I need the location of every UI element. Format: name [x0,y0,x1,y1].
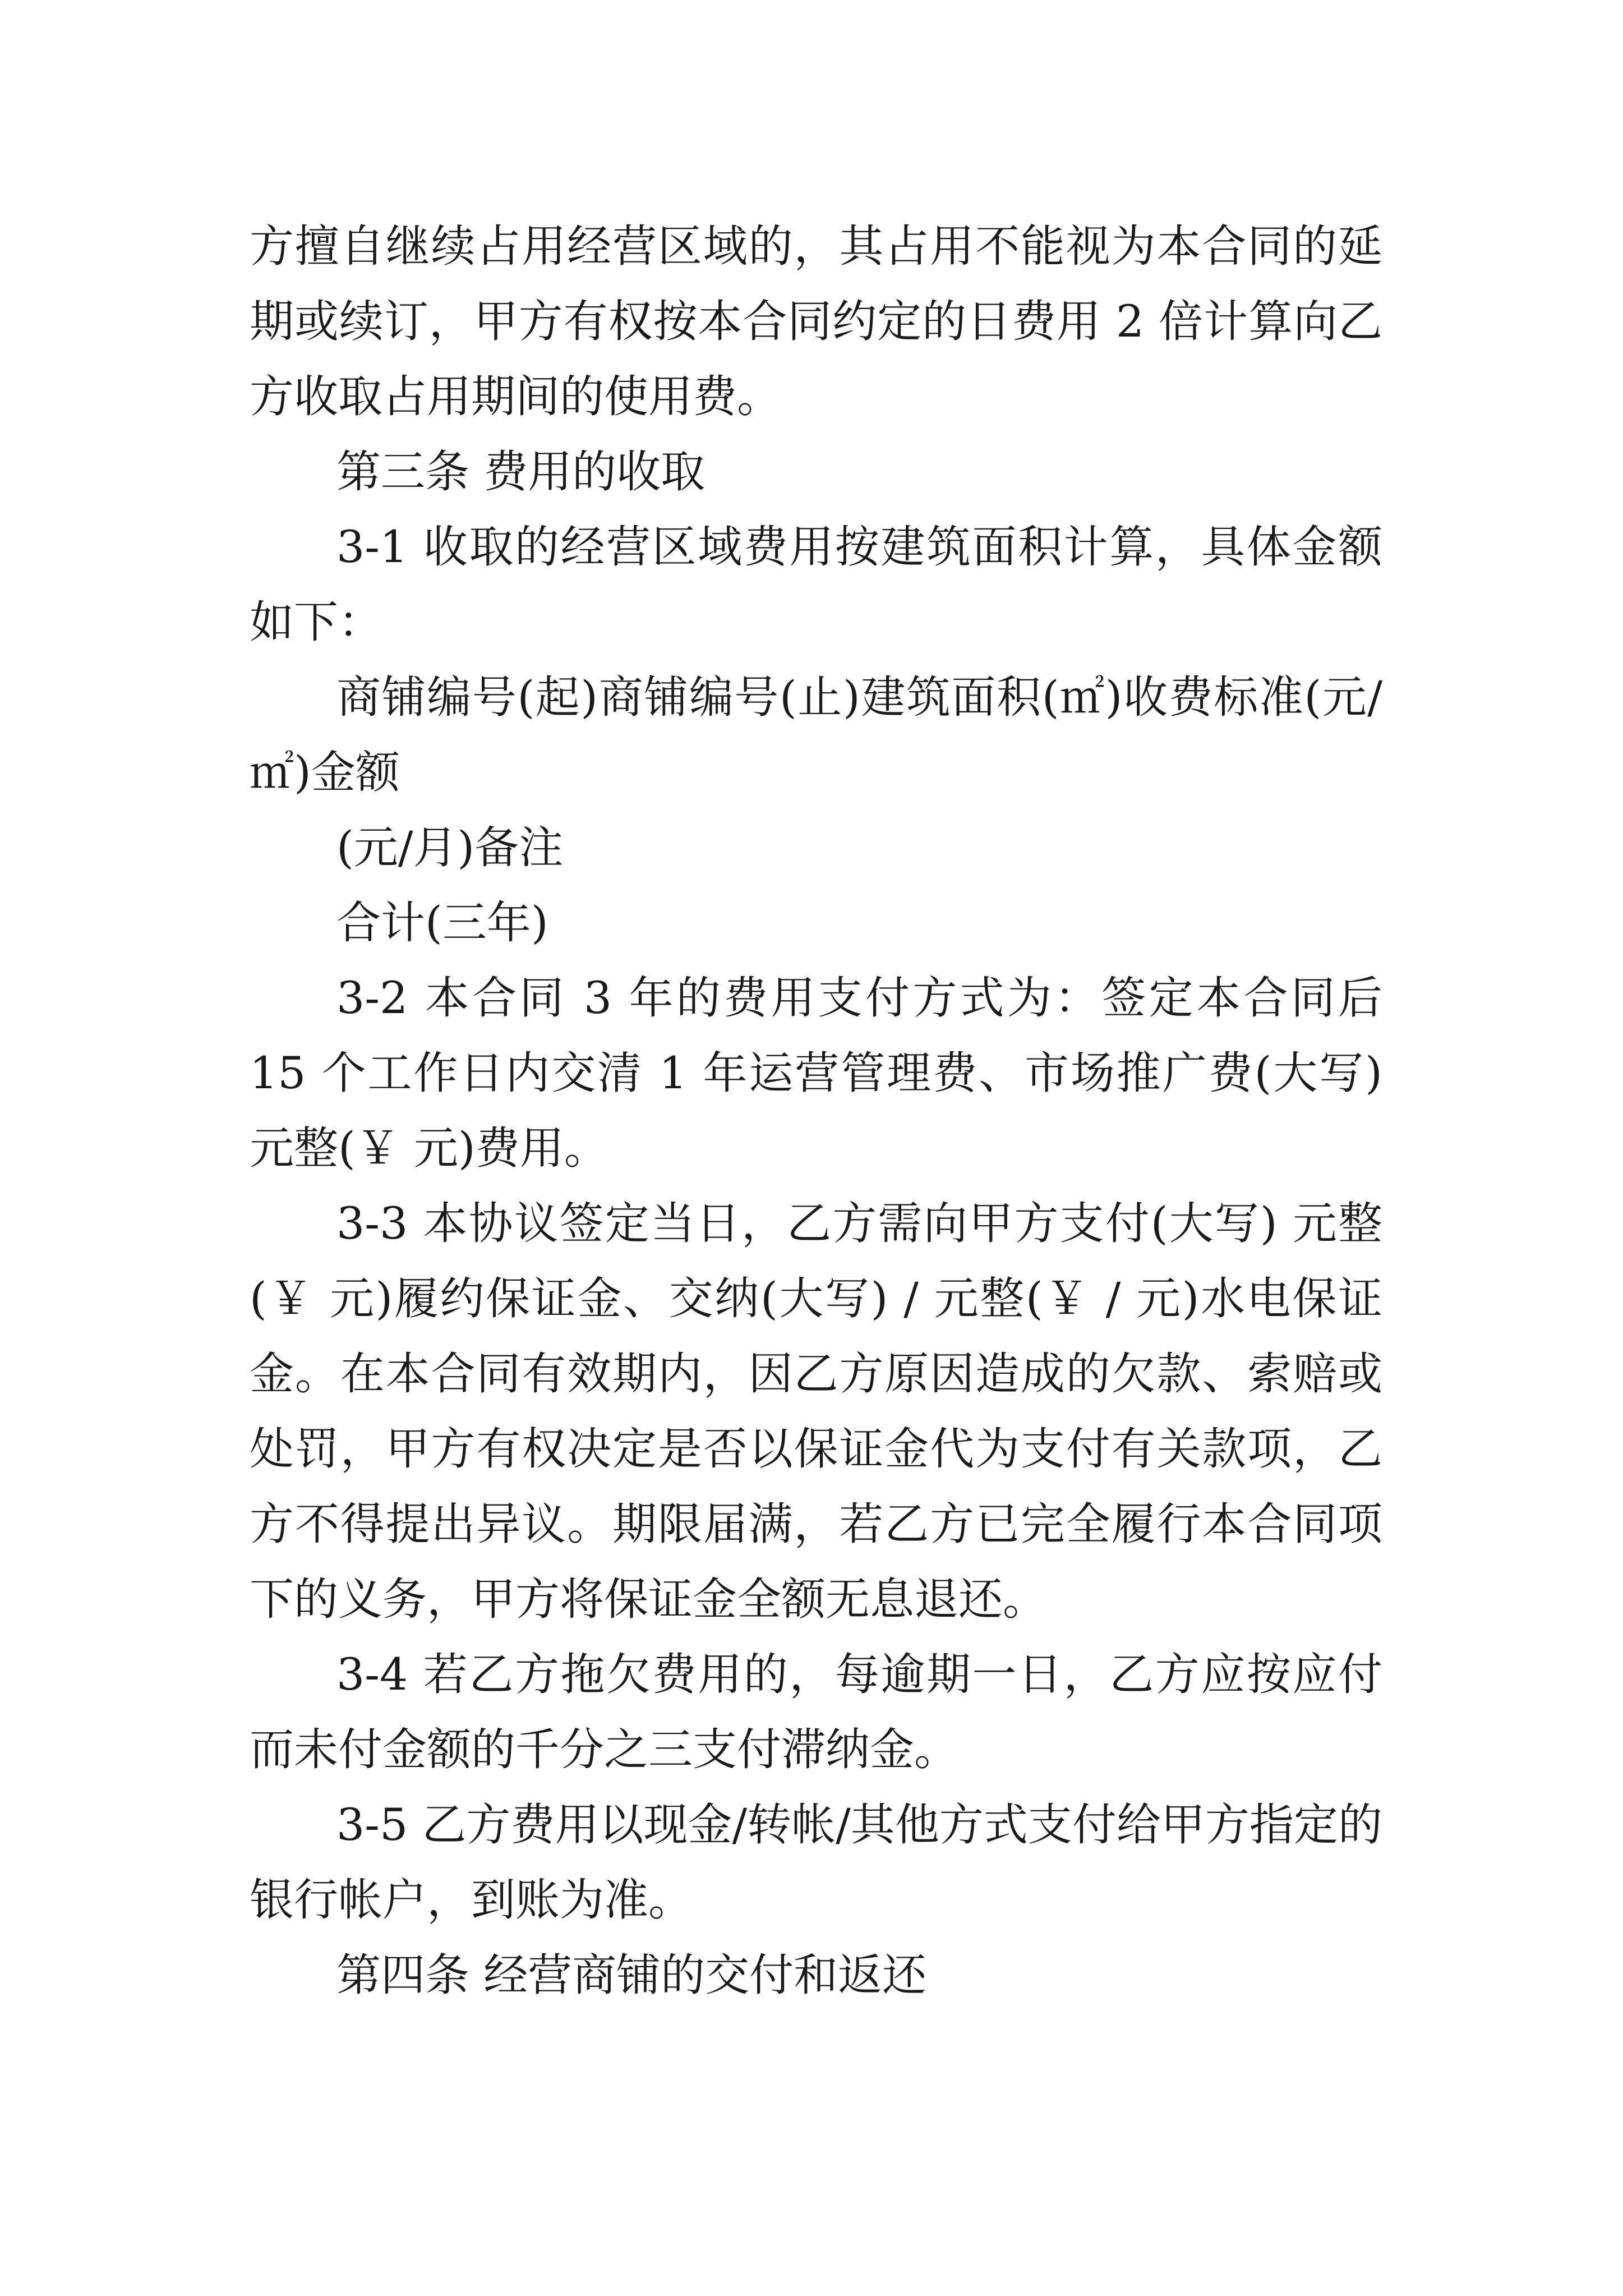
fee-table-total: 合计(三年) [336,897,548,949]
clause-3-5: 3-5 乙方费用以现金/转帐/其他方式支付给甲方指定的银行帐户，到账为准。 [250,1799,1382,1926]
article-4-heading: 第四条 经营商铺的交付和返还 [336,1949,927,2001]
fee-table-header: 商铺编号(起)商铺编号(止)建筑面积(㎡)收费标准(元/㎡)金额 [250,671,1382,798]
clause-3-3: 3-3 本协议签定当日，乙方需向甲方支付(大写) 元整(￥ 元)履约保证金、交纳(大写) / 元整(￥ / 元)水电保证金。在本合同有效期内，因乙方原因造成的欠款、索赔或处罚，甲方有权决定是否以保证金代为支付有关款项，乙方不得提出异议。期限届满，若乙方已完全履行本合同项下的义务，甲方将保证金全额无息退还。 [250,1198,1382,1625]
clause-3-2: 3-2 本合同 3 年的费用支付方式为：签定本合同后 15 个工作日内交清 1 年运营管理费、市场推广费(大写) 元整(￥ 元)费用。 [250,972,1382,1174]
clause-3-4: 3-4 若乙方拖欠费用的，每逾期一日，乙方应按应付而未付金额的千分之三支付滞纳金。 [250,1649,1382,1775]
document-page [250,209,1382,2013]
clause-3-1: 3-1 收取的经营区域费用按建筑面积计算，具体金额如下： [250,521,1382,648]
paragraph-continuation: 方擅自继续占用经营区域的，其占用不能视为本合同的延期或续订，甲方有权按本合同约定的日费用 2 倍计算向乙方收取占用期间的使用费。 [250,220,1382,422]
fee-table-header-cont: (元/月)备注 [336,822,564,873]
article-3-heading: 第三条 费用的收取 [336,446,706,498]
